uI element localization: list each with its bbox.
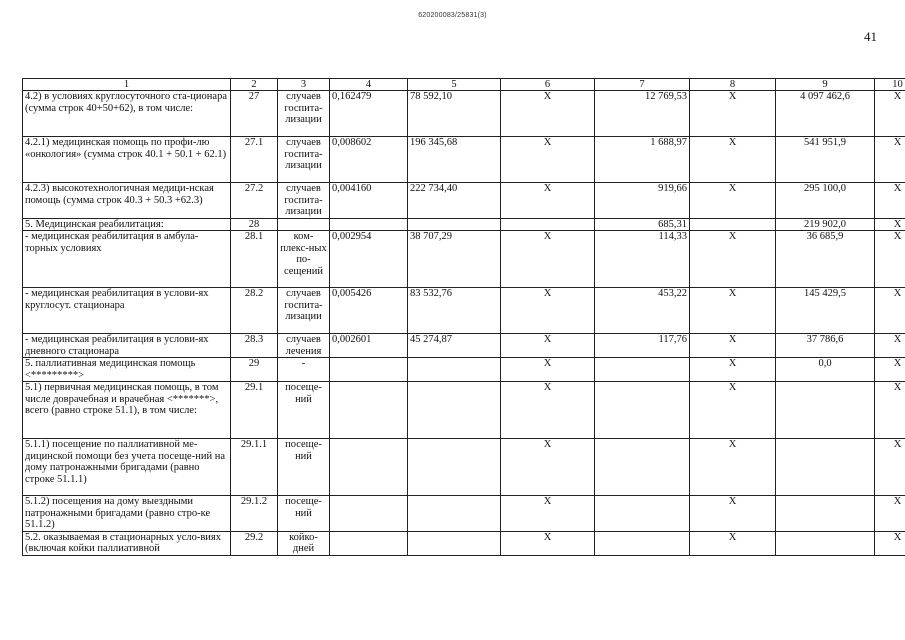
column-header: 8 (690, 79, 776, 91)
value-cell: X (690, 137, 776, 183)
value-cell: 0,0 (776, 358, 875, 382)
value-cell: 196 345,68 (408, 137, 501, 183)
value-cell (595, 496, 690, 532)
value-cell (595, 439, 690, 496)
unit-cell: случаев госпита-лизации (278, 137, 330, 183)
value-cell: X (690, 496, 776, 532)
value-cell: 114,33 (595, 231, 690, 288)
value-cell: 0,002601 (330, 334, 408, 358)
row-number-cell: 28.1 (231, 231, 278, 288)
value-cell (595, 382, 690, 439)
value-cell: X (690, 288, 776, 334)
value-cell: X (690, 382, 776, 439)
table-row (23, 218, 905, 231)
value-cell: X (501, 231, 595, 288)
value-cell (330, 382, 408, 439)
column-header: 9 (776, 79, 875, 91)
row-number-cell: 27.1 (231, 137, 278, 183)
row-label-cell: 4.2.1) медицинская помощь по профи-лю «онкология» (сумма строк 40.1 + 50.1 + 62.1) (23, 137, 231, 183)
value-cell: X (501, 137, 595, 183)
column-header-row (23, 79, 905, 91)
row-label-cell: 4.2) в условиях круглосуточного ста-ционара (сумма строк 40+50+62), в том числе: (23, 91, 231, 137)
value-cell: X (501, 288, 595, 334)
value-cell: X (875, 496, 905, 532)
value-cell: X (690, 231, 776, 288)
value-cell: 37 786,6 (776, 334, 875, 358)
value-cell: 0,004160 (330, 183, 408, 219)
column-header: 4 (330, 79, 408, 91)
value-cell (330, 496, 408, 532)
value-cell: 219 902,0 (776, 218, 875, 231)
value-cell: 222 734,40 (408, 183, 501, 219)
unit-cell: случаев госпита-лизации (278, 91, 330, 137)
value-cell (776, 531, 875, 555)
value-cell (408, 358, 501, 382)
page-number: 41 (864, 29, 877, 44)
value-cell (501, 218, 595, 231)
unit-cell: случаев госпита-лизации (278, 183, 330, 219)
value-cell: X (875, 531, 905, 555)
table-row (23, 439, 905, 496)
value-cell (690, 218, 776, 231)
table-row (23, 496, 905, 532)
value-cell: X (501, 531, 595, 555)
value-cell: 12 769,53 (595, 91, 690, 137)
unit-cell (278, 218, 330, 231)
value-cell: X (875, 358, 905, 382)
table-row (23, 358, 905, 382)
value-cell: X (875, 231, 905, 288)
table-row (23, 531, 905, 555)
unit-cell: случаев госпита-лизации (278, 288, 330, 334)
column-header: 7 (595, 79, 690, 91)
value-cell: X (501, 382, 595, 439)
table-row (23, 334, 905, 358)
row-label-cell: 5.1.1) посещение по паллиативной ме-дицинской помощи без учета посеще-ний на дому патронажными бригадами (равно строке 51.1.1) (23, 439, 231, 496)
value-cell (330, 218, 408, 231)
value-cell: 38 707,29 (408, 231, 501, 288)
value-cell: X (501, 91, 595, 137)
unit-cell: - (278, 358, 330, 382)
unit-cell: случаев лечения (278, 334, 330, 358)
value-cell: 36 685,9 (776, 231, 875, 288)
row-label-cell: - медицинская реабилитация в услови-ях дневного стационара (23, 334, 231, 358)
document-code: 620200083/25831(3) (418, 12, 487, 19)
value-cell: X (875, 382, 905, 439)
value-cell: 295 100,0 (776, 183, 875, 219)
column-header: 5 (408, 79, 501, 91)
unit-cell: посеще-ний (278, 382, 330, 439)
value-cell: X (690, 91, 776, 137)
value-cell: X (501, 439, 595, 496)
value-cell (408, 218, 501, 231)
value-cell: X (875, 218, 905, 231)
value-cell: 685,31 (595, 218, 690, 231)
value-cell: 0,008602 (330, 137, 408, 183)
value-cell: 541 951,9 (776, 137, 875, 183)
row-label-cell: 5.1) первичная медицинская помощь, в том числе доврачебная и врачебная <*******>, всего (равно строке 51.1), в том числе: (23, 382, 231, 439)
value-cell: X (690, 439, 776, 496)
value-cell: X (501, 183, 595, 219)
row-number-cell: 28.2 (231, 288, 278, 334)
row-label-cell: 5. паллиативная медицинская помощь <*********> (23, 358, 231, 382)
value-cell: 0,005426 (330, 288, 408, 334)
row-number-cell: 29.1.1 (231, 439, 278, 496)
column-header: 2 (231, 79, 278, 91)
value-cell: 4 097 462,6 (776, 91, 875, 137)
row-number-cell: 28 (231, 218, 278, 231)
value-cell: X (875, 439, 905, 496)
value-cell: X (690, 183, 776, 219)
row-label-cell: 5. Медицинская реабилитация: (23, 218, 231, 231)
value-cell: X (875, 91, 905, 137)
column-header: 3 (278, 79, 330, 91)
row-number-cell: 28.3 (231, 334, 278, 358)
value-cell: 78 592,10 (408, 91, 501, 137)
table-row (23, 288, 905, 334)
table-row (23, 231, 905, 288)
value-cell: X (875, 334, 905, 358)
value-cell (330, 531, 408, 555)
value-cell (408, 531, 501, 555)
row-number-cell: 29 (231, 358, 278, 382)
row-label-cell: 5.1.2) посещения на дому выездными патронажными бригадами (равно стро-ке 51.1.2) (23, 496, 231, 532)
row-label-cell: 5.2. оказываемая в стационарных усло-виях (включая койки паллиативной (23, 531, 231, 555)
value-cell (330, 439, 408, 496)
value-cell (595, 358, 690, 382)
row-number-cell: 29.1 (231, 382, 278, 439)
column-header: 1 (23, 79, 231, 91)
value-cell: X (501, 358, 595, 382)
value-cell: 145 429,5 (776, 288, 875, 334)
value-cell: 919,66 (595, 183, 690, 219)
value-cell (776, 439, 875, 496)
row-number-cell: 29.2 (231, 531, 278, 555)
table-row (23, 183, 905, 219)
unit-cell: посеще-ний (278, 439, 330, 496)
value-cell: 0,162479 (330, 91, 408, 137)
value-cell: X (690, 334, 776, 358)
value-cell: X (875, 288, 905, 334)
value-cell (776, 496, 875, 532)
value-cell: 45 274,87 (408, 334, 501, 358)
row-number-cell: 27.2 (231, 183, 278, 219)
value-cell (330, 358, 408, 382)
row-label-cell: - медицинская реабилитация в услови-ях круглосут. стационара (23, 288, 231, 334)
unit-cell: ком-плекс-ных по-сещений (278, 231, 330, 288)
table-row (23, 137, 905, 183)
value-cell (408, 496, 501, 532)
value-cell: X (875, 137, 905, 183)
value-cell: X (501, 496, 595, 532)
value-cell: 83 532,76 (408, 288, 501, 334)
value-cell: 453,22 (595, 288, 690, 334)
value-cell (595, 531, 690, 555)
value-cell: X (875, 183, 905, 219)
table-row (23, 91, 905, 137)
data-table (22, 78, 905, 556)
value-cell: X (690, 531, 776, 555)
value-cell: 0,002954 (330, 231, 408, 288)
row-number-cell: 29.1.2 (231, 496, 278, 532)
column-header: 6 (501, 79, 595, 91)
value-cell (408, 382, 501, 439)
value-cell: X (690, 358, 776, 382)
value-cell (776, 382, 875, 439)
table-row (23, 382, 905, 439)
unit-cell: койко-дней (278, 531, 330, 555)
row-label-cell: - медицинская реабилитация в амбула-торных условиях (23, 231, 231, 288)
value-cell: 117,76 (595, 334, 690, 358)
column-header: 10 (875, 79, 905, 91)
row-number-cell: 27 (231, 91, 278, 137)
value-cell: X (501, 334, 595, 358)
value-cell: 1 688,97 (595, 137, 690, 183)
value-cell (408, 439, 501, 496)
row-label-cell: 4.2.3) высокотехнологичная медици-нская помощь (сумма строк 40.3 + 50.3 +62.3) (23, 183, 231, 219)
unit-cell: посеще-ний (278, 496, 330, 532)
